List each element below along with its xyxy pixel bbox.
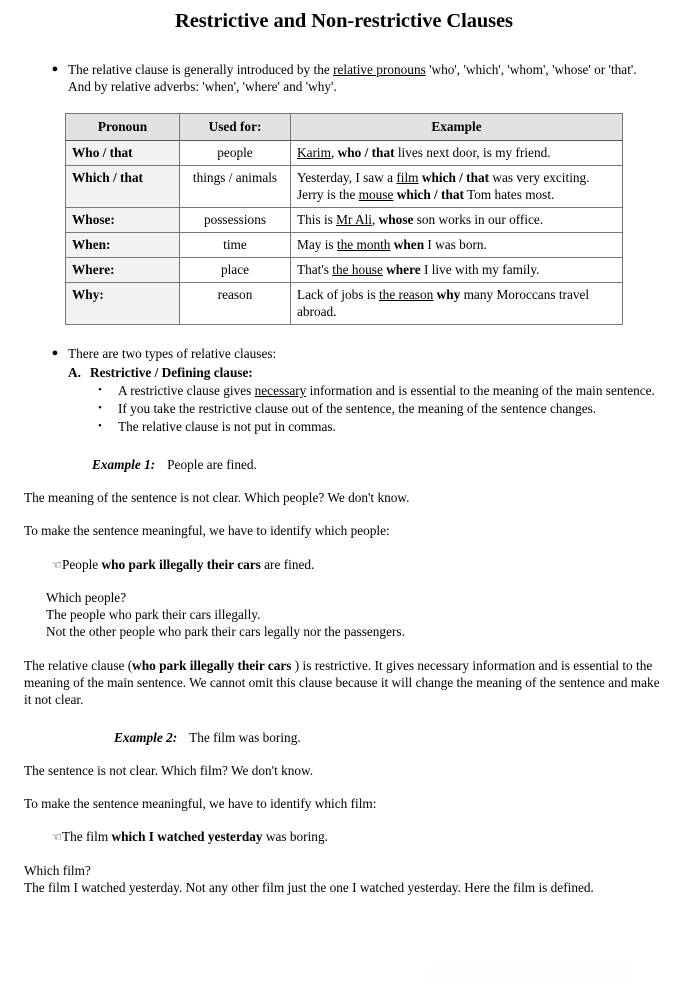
- intro-line1-underlined: relative pronouns: [333, 61, 426, 77]
- example1-answer-text: [62, 556, 688, 573]
- sub-bullet-underlined: necessary: [254, 382, 307, 398]
- cell-used-for: people: [180, 141, 291, 166]
- example-fragment: mouse: [358, 187, 394, 203]
- table-row: [66, 166, 623, 208]
- example-fragment: I live with my family.: [420, 262, 540, 278]
- example2-answer-text: [62, 828, 688, 845]
- example1-label: Example 1:: [92, 456, 156, 472]
- cell-used-for: things / animals: [180, 166, 291, 208]
- example-fragment: many Moroccans travel abroad.: [297, 287, 590, 320]
- explanation-prefix: The relative clause (: [24, 657, 133, 673]
- pronoun-table-wrapper: [65, 113, 622, 325]
- example1-answer-row: [40, 556, 688, 573]
- example2-para1: The sentence is not clear. Which film? We don't know.: [24, 762, 314, 778]
- intro-bullet-text: [68, 61, 664, 96]
- types-section: [0, 345, 688, 435]
- example-fragment: This is: [297, 212, 337, 228]
- cell-used-for: possessions: [180, 208, 291, 233]
- page-watermark: [430, 966, 630, 980]
- cell-example: [291, 283, 623, 325]
- column-header-example: Example: [291, 114, 623, 141]
- intro-line1-a: The relative clause is generally introduced by the: [68, 61, 334, 77]
- bullet-icon: •: [98, 383, 102, 396]
- cell-pronoun: Which / that: [66, 166, 180, 208]
- example-fragment: the house: [332, 262, 383, 278]
- example1-qa-line: Not the other people who park their cars legally nor the passengers.: [46, 624, 405, 640]
- example1-qa-line: Which people?: [46, 589, 127, 605]
- example-fragment: where: [386, 262, 421, 278]
- sub-bullet-row: [0, 382, 668, 399]
- cell-pronoun: Where:: [66, 258, 180, 283]
- example1-qa-line: The people who park their cars illegally.: [46, 607, 261, 623]
- intro-bullet-row: [0, 61, 664, 96]
- example-fragment: which / that: [421, 170, 490, 186]
- table-row: [66, 208, 623, 233]
- example2-sentence: The film was boring.: [189, 729, 301, 745]
- example-fragment: ,: [372, 212, 379, 228]
- bullet-icon: •: [98, 420, 102, 433]
- column-header-used-for: Used for:: [180, 114, 291, 141]
- example2-qa-line: Which film?: [24, 862, 91, 878]
- example-fragment: Lack of jobs is: [297, 287, 379, 303]
- example-fragment: film: [396, 170, 419, 186]
- example2-label: Example 2:: [114, 729, 178, 745]
- page-title: Restrictive and Non-restrictive Clauses: [175, 10, 513, 32]
- example2-qa-line: The film I watched yesterday. Not any other film just the one I watched yesterday. Here the film is defined.: [24, 879, 594, 895]
- restrictive-sub-bullets: [0, 382, 668, 436]
- table-row: [66, 283, 623, 325]
- cell-example: [291, 258, 623, 283]
- example-fragment: That's: [297, 262, 333, 278]
- example-fragment: which / that: [396, 187, 464, 203]
- example2-line: [114, 729, 688, 746]
- pronoun-table: [65, 113, 623, 325]
- intro-section: [0, 61, 688, 96]
- pointing-hand-icon: ☞: [51, 830, 62, 845]
- example-fragment: who / that: [337, 145, 395, 161]
- example1-line: [92, 456, 688, 473]
- sub-bullet-fragment: A restrictive clause gives: [118, 382, 255, 398]
- sub-bullet-fragment: If you take the restrictive clause out of the sentence, the meaning of the sentence changes.: [118, 401, 597, 417]
- sub-bullet-fragment: information and is essential to the meaning of the main sentence.: [306, 382, 655, 398]
- example2-answer-row: [40, 828, 688, 845]
- cell-pronoun: When:: [66, 233, 180, 258]
- sub-bullet-text: [114, 382, 663, 399]
- intro-line1-b: 'who', 'which', 'whom', 'whose' or 'that'.: [425, 61, 637, 77]
- example-fragment: ,: [330, 145, 338, 161]
- example1-qa-block: [46, 589, 688, 641]
- example-fragment: whose: [378, 212, 414, 228]
- table-body: [66, 141, 623, 325]
- example1-answer-bold: who park illegally their cars: [101, 556, 261, 572]
- column-header-pronoun: Pronoun: [66, 114, 180, 141]
- explanation-suffix: ) is restrictive. It gives necessary information and is essential to the meaning of the main sentence. We cannot omit this clause because it will change the meaning of the sentence and make it not clear.: [24, 657, 660, 708]
- explanation-bold-clause: who park illegally their cars: [132, 657, 292, 673]
- example2-qa-block: [24, 862, 688, 897]
- example-fragment: why: [436, 287, 461, 303]
- example2-answer-prefix: The film: [62, 829, 112, 845]
- cell-used-for: reason: [180, 283, 291, 325]
- sub-bullet-text: [114, 400, 663, 417]
- bullet-icon: •: [98, 402, 102, 415]
- table-row: [66, 141, 623, 166]
- example-fragment: lives next door, is my friend.: [394, 145, 551, 161]
- example1-answer-prefix: People: [62, 556, 102, 572]
- cell-pronoun: Who / that: [66, 141, 180, 166]
- cell-example: [291, 166, 623, 208]
- example-fragment: I was born.: [424, 237, 487, 253]
- cell-pronoun: Why:: [66, 283, 180, 325]
- example-fragment: Mr Ali: [336, 212, 373, 228]
- sub-bullet-row: [0, 400, 668, 417]
- example1-sentence: People are fined.: [167, 456, 257, 472]
- example-fragment: son works in our office.: [413, 212, 544, 228]
- example-fragment: when: [393, 237, 425, 253]
- bullet-icon: ●: [51, 347, 59, 360]
- example1-answer-suffix: are fined.: [260, 556, 315, 572]
- cell-used-for: place: [180, 258, 291, 283]
- types-bullet-row: [0, 345, 668, 362]
- cell-example: [291, 141, 623, 166]
- table-row: [66, 258, 623, 283]
- example-fragment: the reason: [378, 287, 434, 303]
- example1-para1: The meaning of the sentence is not clear. Which people? We don't know.: [24, 490, 410, 506]
- table-row: [66, 233, 623, 258]
- restrictive-heading-label: Restrictive / Defining clause:: [90, 364, 253, 380]
- document-page: [0, 8, 688, 989]
- sub-bullet-row: [0, 418, 668, 435]
- sub-bullet-text: [114, 418, 663, 435]
- types-lead-text: There are two types of relative clauses:: [68, 346, 277, 362]
- example-fragment: was very exciting. Jerry is the: [297, 170, 590, 203]
- example-fragment: Yesterday, I saw a: [297, 170, 397, 186]
- cell-example: [291, 208, 623, 233]
- example1-explanation: [24, 657, 664, 709]
- restrictive-heading-row: [0, 364, 668, 381]
- example2-answer-bold: which I watched yesterday: [111, 829, 263, 845]
- example-fragment: Tom hates most.: [463, 187, 555, 203]
- example1-para2: To make the sentence meaningful, we have to identify which people:: [24, 523, 390, 539]
- example2-para2: To make the sentence meaningful, we have to identify which film:: [24, 796, 377, 812]
- example-fragment: Karim: [297, 145, 331, 161]
- sub-bullet-fragment: The relative clause is not put in commas.: [118, 419, 336, 435]
- cell-used-for: time: [180, 233, 291, 258]
- pointing-hand-icon: ☞: [51, 557, 62, 572]
- intro-line2: And by relative adverbs: 'when', 'where' and 'why'.: [68, 78, 337, 94]
- table-header-row: [66, 114, 623, 141]
- cell-example: [291, 233, 623, 258]
- example2-answer-suffix: was boring.: [262, 829, 328, 845]
- example-fragment: the month: [336, 237, 391, 253]
- example-fragment: May is: [297, 237, 337, 253]
- list-letter: A.: [68, 364, 81, 380]
- bullet-icon: ●: [51, 62, 59, 75]
- cell-pronoun: Whose:: [66, 208, 180, 233]
